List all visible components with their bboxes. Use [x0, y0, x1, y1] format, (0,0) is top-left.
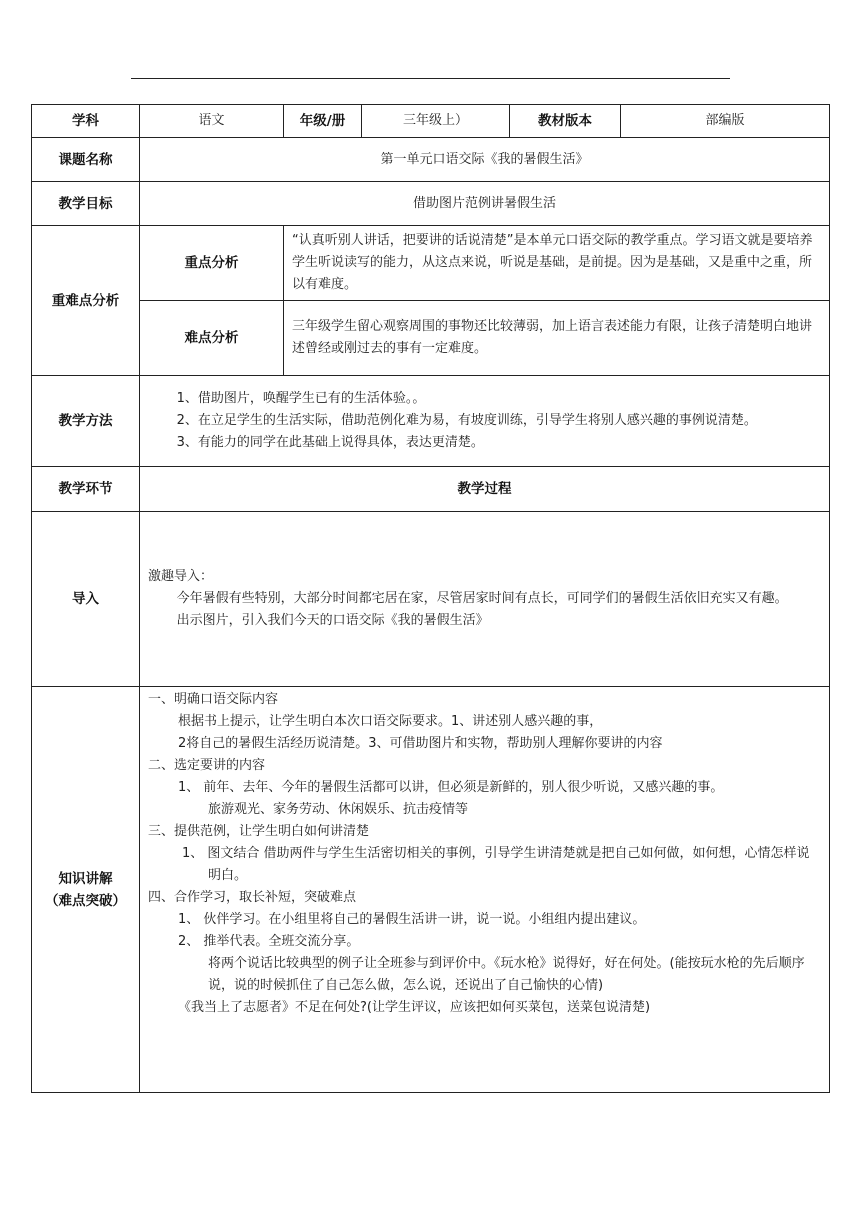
edition-label: 教材版本	[510, 105, 621, 138]
edition-value: 部编版	[621, 105, 830, 138]
knowledge-label	[32, 687, 140, 1093]
section-1-line-2: 2将自己的暑假生活经历说清楚。3、可借助图片和实物，帮助别人理解你要讲的内容	[178, 736, 663, 751]
difficulty-analysis-row	[32, 301, 830, 376]
key-analysis-row	[32, 226, 830, 301]
goal-value: 借助图片范例讲暑假生活	[140, 182, 830, 226]
intro-paragraph-1: 今年暑假有些特别，大部分时间都宅居在家，尽管居家时间有点长，可同学们的暑假生活依旧充实又有趣。	[176, 591, 788, 606]
subject-label: 学科	[32, 105, 140, 138]
section-4-item-1: 1、 伙伴学习。在小组里将自己的暑假生活讲一讲，说一说。小组组内提出建议。	[178, 912, 646, 927]
lesson-title-value: 第一单元口语交际《我的暑假生活》	[140, 138, 830, 182]
section-2-title: 二、选定要讲的内容	[148, 758, 266, 773]
goal-label: 教学目标	[32, 182, 140, 226]
methods-item-2: 2、在立足学生的生活实际，借助范例化难为易，有坡度训练，引导学生将别人感兴趣的事例说清楚。	[176, 413, 757, 428]
knowledge-label-line-1: 知识讲解	[58, 870, 113, 887]
title-row	[32, 138, 830, 182]
stage-column-label: 教学环节	[32, 467, 140, 512]
analysis-label: 重难点分析	[32, 226, 140, 376]
section-4-paragraph-2: 《我当上了志愿者》不足在何处?(让学生评议，应该把如何买菜包，送菜包说清楚)	[178, 1000, 651, 1015]
methods-item-3: 3、有能力的同学在此基础上说得具体，表达更清楚。	[176, 435, 484, 450]
methods-item-1: 1、借助图片，唤醒学生已有的生活体验。。	[176, 391, 426, 406]
section-1-title: 一、明确口语交际内容	[148, 692, 279, 707]
section-2-item-1: 1、 前年、去年、今年的暑假生活都可以讲，但必须是新鲜的，别人很少听说，又感兴趣的事。	[178, 780, 724, 795]
header-rule	[131, 78, 730, 79]
process-column-label: 教学过程	[140, 467, 830, 512]
intro-content	[140, 512, 830, 687]
intro-heading: 激趣导入：	[148, 569, 214, 584]
intro-paragraph-2: 出示图片，引入我们今天的口语交际《我的暑假生活》	[176, 613, 489, 628]
key-analysis-label: 重点分析	[140, 226, 284, 301]
section-4-paragraph-1: 将两个说话比较典型的例子让全班参与到评价中。《玩水枪》说得好，好在何处。(能按玩水枪的先后顺序说，说的时候抓住了自己怎么做，怎么说，还说出了自己愉快的心情)	[208, 956, 805, 993]
header-row	[32, 105, 830, 138]
intro-row	[32, 512, 830, 687]
process-header-row	[32, 467, 830, 512]
section-3-item-1: 1、 图文结合 借助两件与学生生活密切相关的事例，引导学生讲清楚就是把自己如何做，如何想，心情怎样说明白。	[182, 846, 810, 883]
section-4-title: 四、合作学习，取长补短，突破难点	[148, 890, 357, 905]
knowledge-label-line-2: （难点突破）	[45, 892, 126, 909]
intro-label: 导入	[32, 512, 140, 687]
section-2-line-2: 旅游观光、家务劳动、休闲娱乐、抗击疫情等	[208, 802, 469, 817]
grade-label: 年级/册	[284, 105, 362, 138]
section-4-item-2: 2、 推举代表。全班交流分享。	[178, 934, 360, 949]
section-1-line-1: 根据书上提示，让学生明白本次口语交际要求。1、讲述别人感兴趣的事，	[178, 714, 603, 729]
lesson-plan-table	[31, 104, 830, 1093]
section-3-title: 三、提供范例，让学生明白如何讲清楚	[148, 824, 370, 839]
lesson-title-label: 课题名称	[32, 138, 140, 182]
difficulty-analysis-text: 三年级学生留心观察周围的事物还比较薄弱，加上语言表述能力有限，让孩子清楚明白地讲述曾经或刚过去的事有一定难度。	[284, 301, 830, 376]
methods-list	[140, 376, 830, 467]
key-analysis-text: “认真听别人讲话，把要讲的话说清楚”是本单元口语交际的教学重点。学习语文就是要培养学生听说读写的能力，从这点来说，听说是基础，是前提。因为是基础，又是重中之重，所以有难度。	[284, 226, 830, 301]
methods-row	[32, 376, 830, 467]
knowledge-content	[140, 687, 830, 1093]
subject-value: 语文	[140, 105, 284, 138]
grade-value: 三年级上）	[362, 105, 510, 138]
methods-label: 教学方法	[32, 376, 140, 467]
knowledge-row	[32, 687, 830, 1093]
difficulty-analysis-label: 难点分析	[140, 301, 284, 376]
goal-row	[32, 182, 830, 226]
